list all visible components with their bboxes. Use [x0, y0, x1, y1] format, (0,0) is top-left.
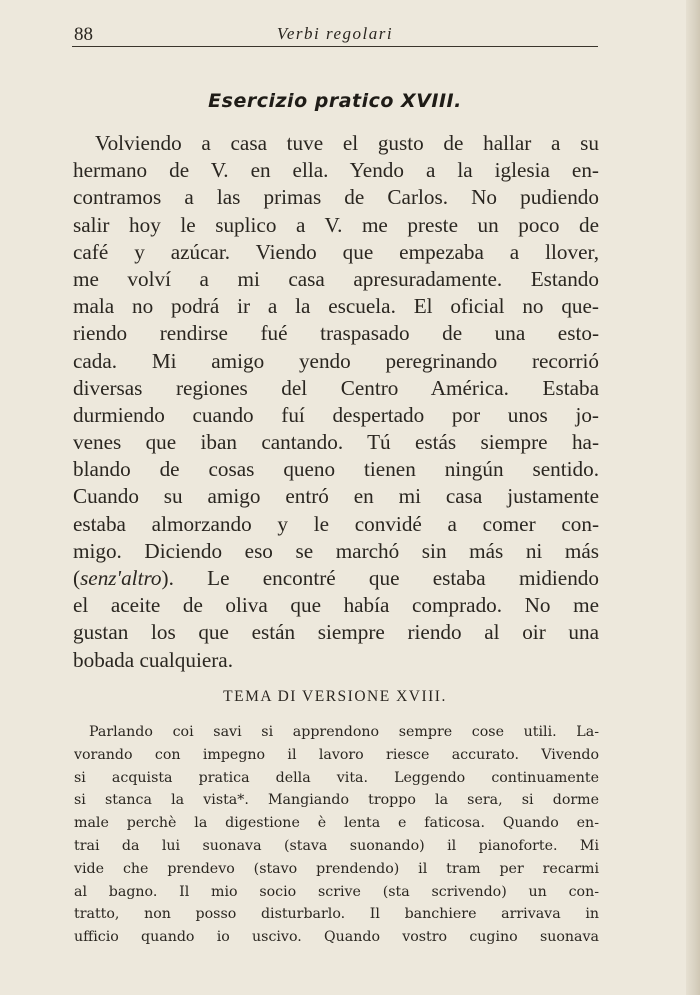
text-line: ufficio quando io uscivo. Quando vostro cugino suonava — [74, 929, 599, 946]
text-line: migo. Diciendo eso se marchó sin más ni más — [73, 538, 599, 563]
text-line: si stanca la vista*. Mangiando troppo la sera, si dorme — [74, 792, 599, 809]
text-line: Cuando su amigo entró en mi casa justamente — [73, 484, 599, 509]
page-number: 88 — [74, 24, 93, 45]
exercise-text — [73, 130, 599, 674]
text-line: cada. Mi amigo yendo peregrinando recorrió — [73, 348, 599, 373]
text-line: estaba almorzando y le convidé a comer con- — [73, 511, 599, 536]
text-line: tratto, non posso disturbarlo. Il banchiere arrivava in — [74, 906, 599, 923]
text-line-with-italic — [73, 565, 599, 592]
text-line: vorando con impegno il lavoro riesce accurato. Vivendo — [74, 746, 599, 763]
text-line: Parlando coi savi si apprendono sempre cose utili. La- — [89, 724, 599, 740]
text-line: riendo rendirse fué traspasado de una esto- — [73, 321, 599, 346]
italic-gloss: senz'altro — [80, 566, 162, 590]
text-line: blando de cosas queno tienen ningún sentido. — [73, 457, 599, 482]
running-head: Verbi regolari — [276, 24, 394, 43]
text-line: contramos a las primas de Carlos. No pudiendo — [73, 185, 599, 210]
text-line: al bagno. Il mio socio scrive (sta scrivendo) un con- — [74, 883, 599, 900]
version-title: TEMA DI VERSIONE XVIII. — [223, 688, 447, 705]
version-text — [74, 721, 599, 949]
text-line: trai da lui suonava (stava suonando) il pianoforte. Mi — [74, 837, 599, 854]
text-line: hermano de V. en ella. Yendo a la iglesia en- — [73, 158, 599, 183]
text-line: male perchè la digestione è lenta e faticosa. Quando en- — [74, 815, 599, 832]
page-header — [72, 22, 598, 47]
text-line: café y azúcar. Viendo que empezaba a llover, — [73, 239, 599, 264]
text-line: me volví a mi casa apresuradamente. Estando — [73, 266, 599, 291]
paren-open: ( — [73, 566, 81, 590]
text-line: vide che prendevo (stavo prendendo) il tram per recarmi — [74, 860, 599, 877]
text-line: bobada cualquiera. — [73, 647, 234, 672]
page-edge — [686, 0, 700, 995]
text-line: salir hoy le suplico a V. me preste un poco de — [73, 212, 599, 237]
text-line: Volviendo a casa tuve el gusto de hallar a su — [95, 131, 599, 155]
text-line: gustan los que están siempre riendo al oir una — [73, 620, 599, 645]
text-line: venes que iban cantando. Tú estás siempre ha- — [73, 430, 599, 455]
text-line: diversas regiones del Centro América. Estaba — [73, 375, 599, 400]
text-line: mala no podrá ir a la escuela. El oficial no que- — [73, 294, 599, 319]
text-line: durmiendo cuando fuí despertado por unos jo- — [73, 402, 599, 427]
text-line: el aceite de oliva que había comprado. No me — [73, 593, 599, 618]
line-rest: ). Le encontré que estaba midiendo — [161, 566, 599, 590]
text-line: si acquista pratica della vita. Leggendo continuamente — [74, 769, 599, 786]
exercise-title: Esercizio pratico XVIII. — [208, 90, 462, 112]
